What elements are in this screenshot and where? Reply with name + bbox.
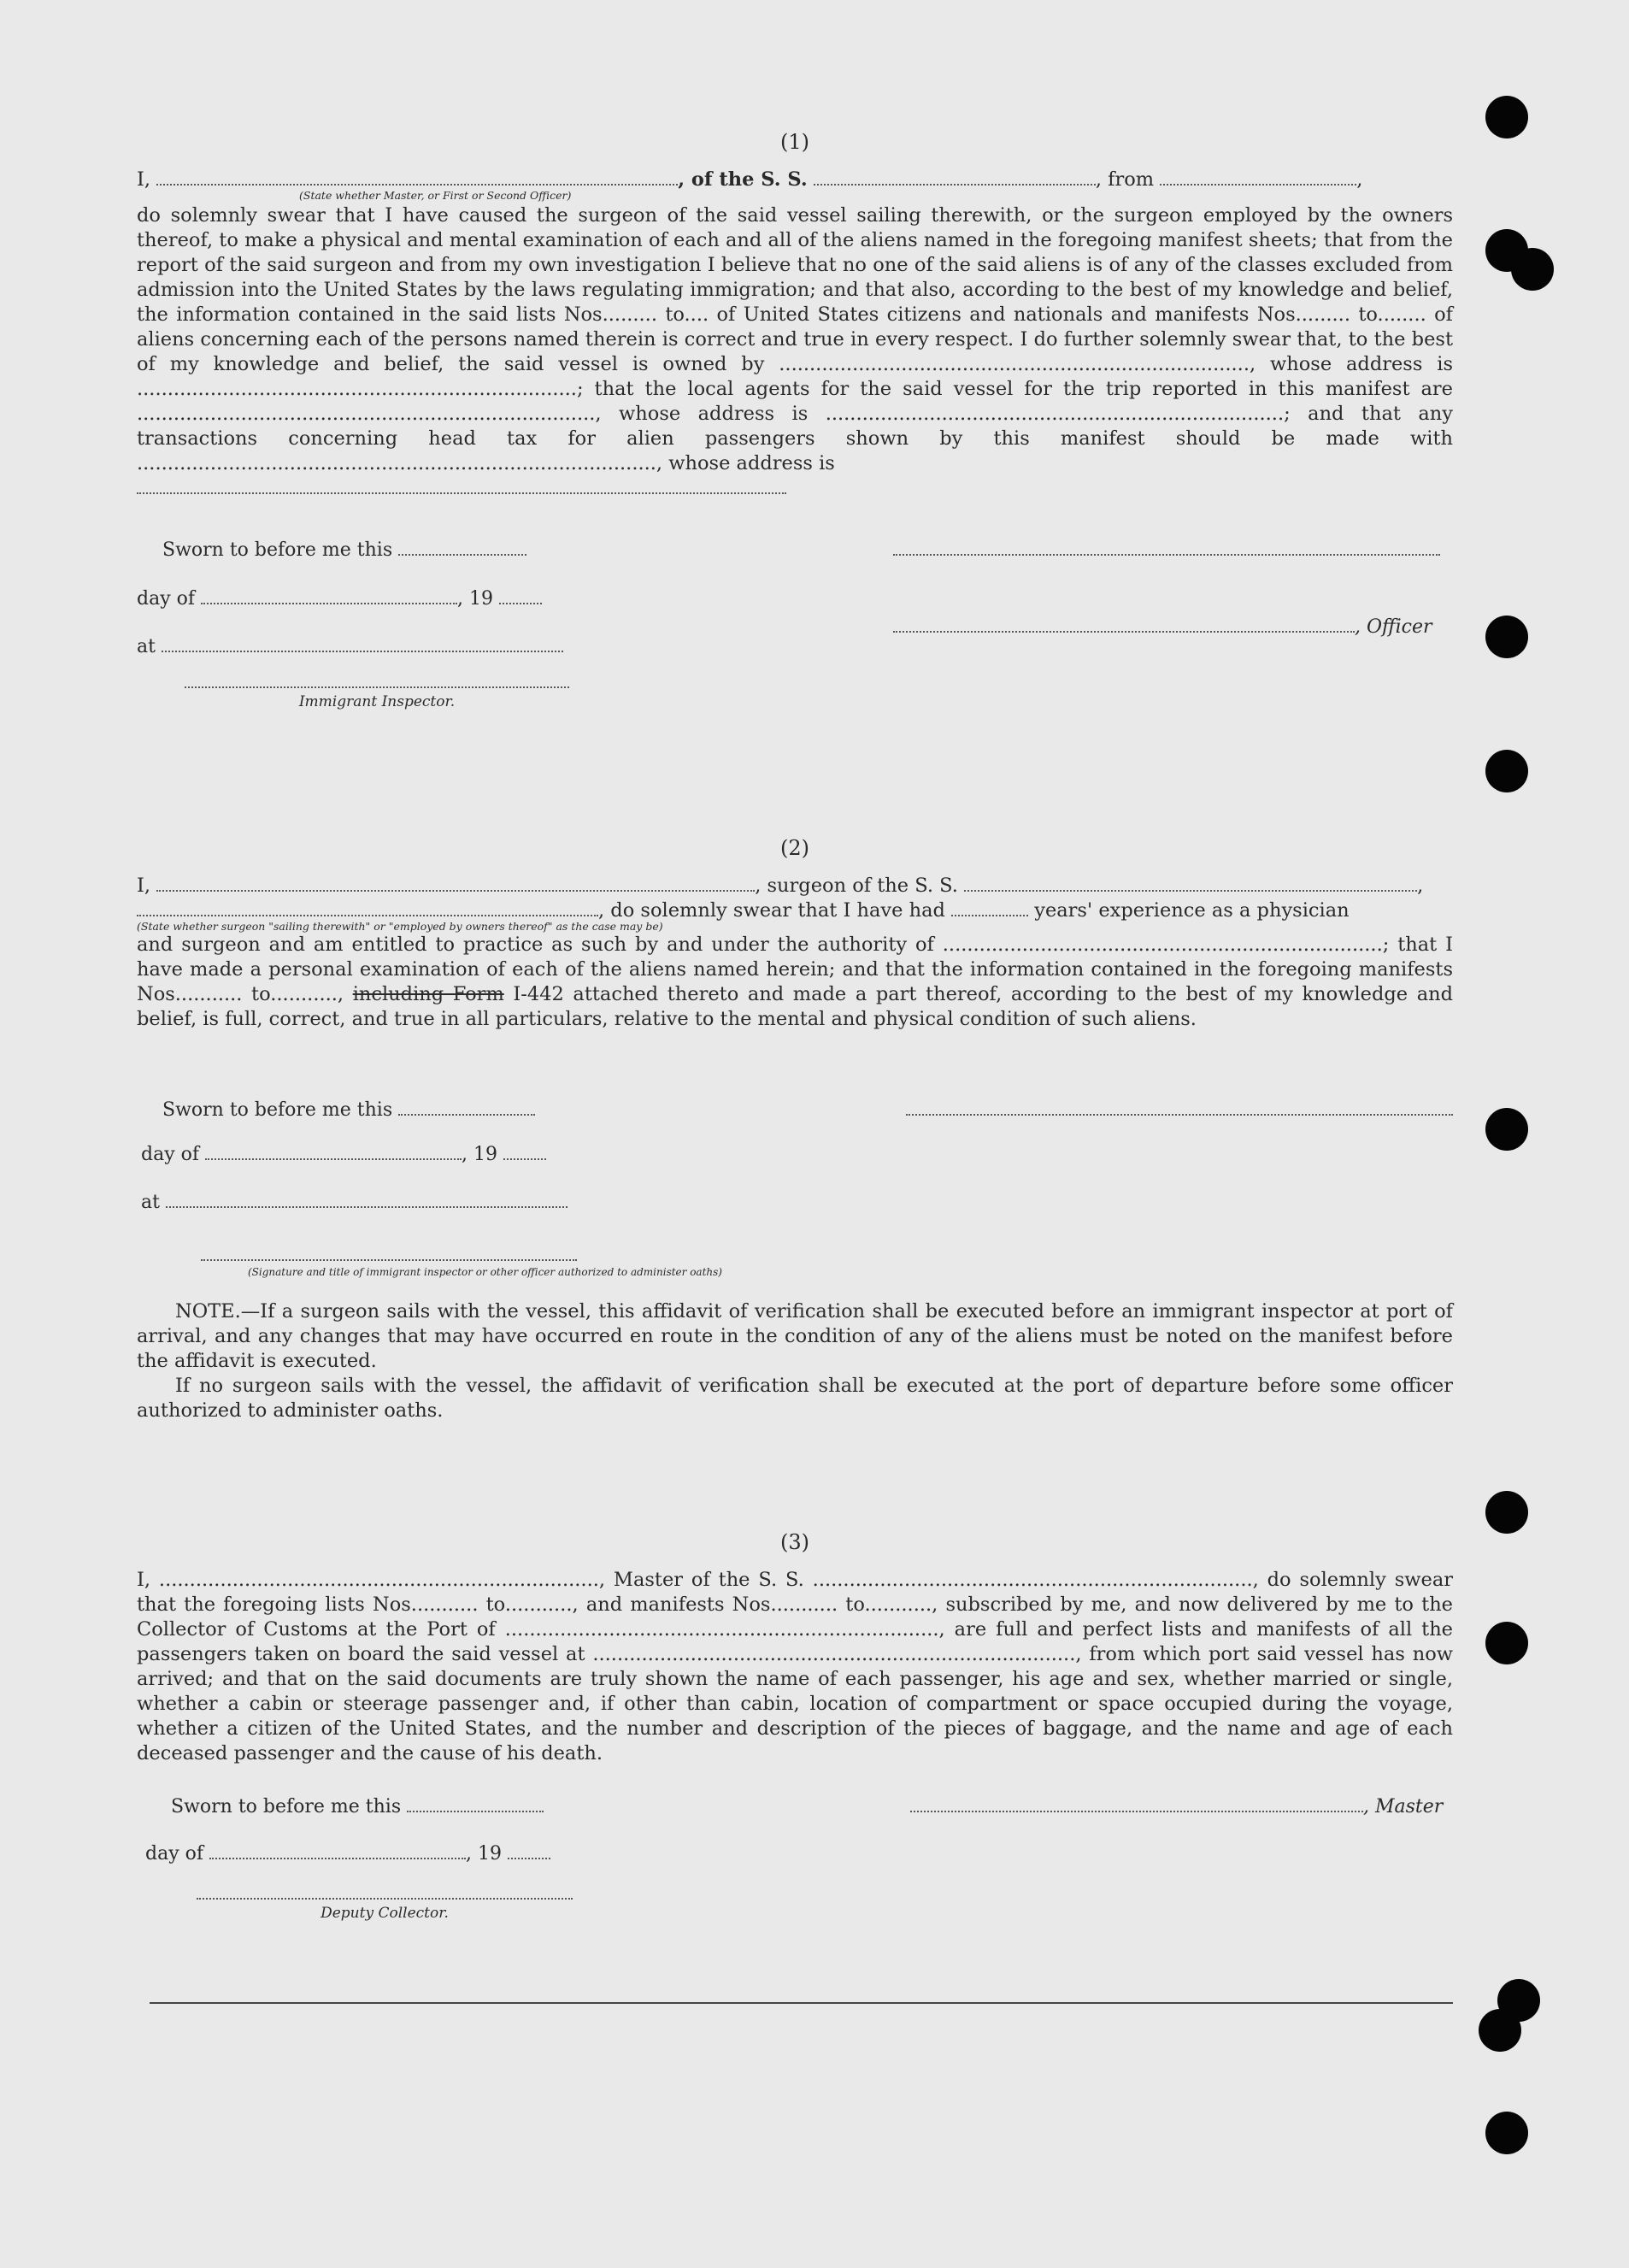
place-field[interactable] [166, 1191, 568, 1208]
section-3-oath [137, 1795, 1453, 1949]
year-field[interactable] [508, 1842, 550, 1859]
section-2 [137, 836, 1453, 1032]
note-block [137, 1299, 1453, 1423]
punch-hole [1485, 2112, 1528, 2154]
section-2-body [137, 933, 1453, 1032]
sig-caption: (Signature and title of immigrant inspector or other officer authorized to administer oaths) [248, 1266, 722, 1278]
sworn-day-field[interactable] [398, 1099, 535, 1116]
surgeon-hint: (State whether surgeon "sailing therewith" or "employed by owners thereof" as the case may be) [137, 920, 663, 933]
day-of-label: day of [137, 588, 196, 610]
at-label: at [137, 636, 156, 657]
years-field[interactable] [951, 899, 1028, 916]
section-1-body [137, 203, 1453, 501]
at-label: at [141, 1192, 160, 1213]
officer-signature-line-1[interactable] [893, 539, 1440, 556]
collector-signature-line[interactable] [197, 1882, 573, 1900]
of-ss-label: , of the S. S. [678, 168, 808, 191]
punch-hole [1485, 616, 1528, 658]
sworn-label: Sworn to before me this [162, 1099, 393, 1121]
punch-hole [1485, 1108, 1528, 1151]
surgeon-name-field[interactable] [156, 875, 755, 892]
section-3-body [137, 1568, 1453, 1766]
punch-hole [1485, 96, 1528, 138]
inspector-signature-line[interactable] [185, 671, 569, 688]
officer-caption: , Officer [1355, 616, 1432, 638]
swear-label: , do solemnly swear that I have had [598, 899, 945, 922]
sworn-day-field[interactable] [398, 539, 526, 556]
struck-text: including Form [352, 983, 504, 1005]
punch-hole [1479, 2009, 1521, 2052]
punch-hole [1485, 1622, 1528, 1664]
section-2-body-a: and surgeon and am entitled to practice as such by and under the authority of ........................................................................; that I have made a personal examination of each of the aliens named herein; and that the information contained in the foregoing manifests Nos........... to..........., [137, 934, 1453, 1005]
section-2-oath [137, 1099, 1453, 1295]
section-number: (2) [780, 836, 809, 860]
year-label: , 19 [457, 588, 493, 610]
bottom-rule [150, 2002, 1453, 2004]
section-1-paragraph: do solemnly swear that I have caused the surgeon of the said vessel sailing therewith, or the surgeon employed by the owners thereof, to make a physical and mental examination of each and all of the aliens named in the foregoing manifest sheets; that from the report of the said surgeon and from my own investigation I believe that no one of the said aliens is of any of the classes excluded from admission into the United States by the laws regulating immigration; and that also, according to the best of my knowledge and belief, the information contained in the said lists Nos......... to.... of United States citizens and nationals and manifests Nos......... to........ of aliens concerning each of the persons named therein is correct and true in every respect. I do further solemnly swear that, to the best of my knowledge and belief, the said vessel is owned by ............................................................................., whose address is ........................................................................; that the local agents for the said vessel for the trip reported in this manifest are ..........................................................................., whose address is ...........................................................................; and that any transactions concerning head tax for alien passengers shown by this manifest should be made with ....................................................................................., whose address is [137, 204, 1453, 474]
punch-hole [1485, 750, 1528, 792]
surgeon-signature-line[interactable] [906, 1099, 1453, 1116]
punch-hole [1511, 248, 1554, 291]
punch-hole [1485, 1491, 1528, 1534]
section-2-body-b: I-442 attached thereto and made a part thereof, according to the best of my knowledge and belief, is full, correct, and true in all particulars, relative to the mental and physical condition of such aliens. [137, 983, 1453, 1030]
year-label: , 19 [462, 1144, 497, 1165]
day-of-label: day of [145, 1843, 204, 1864]
officer-name-field[interactable] [156, 168, 678, 186]
month-field[interactable] [209, 1842, 466, 1859]
month-field[interactable] [201, 587, 457, 604]
note-1: NOTE.—If a surgeon sails with the vessel, this affidavit of verification shall be executed before an immigrant inspector at port of arrival, and any changes that may have occurred en route in the condition of any of the aliens must be noted on the manifest before the affidavit is executed. [137, 1300, 1453, 1372]
year-field[interactable] [503, 1143, 546, 1160]
officer-hint: (State whether Master, or First or Second Officer) [299, 189, 572, 202]
vessel-name-field[interactable] [814, 168, 1096, 186]
section-number: (3) [780, 1530, 809, 1554]
section-1-first-line: I, , of the S. S. , from , [137, 168, 1363, 191]
master-signature-line[interactable] [910, 1795, 1363, 1812]
month-field[interactable] [205, 1143, 462, 1160]
section-1 [137, 130, 1453, 501]
address-field[interactable] [137, 477, 786, 494]
years-label: years' experience as a physician [1034, 899, 1350, 922]
master-caption: , Master [1363, 1796, 1444, 1817]
section-2-first-line: I, , surgeon of the S. S. , [137, 875, 1424, 897]
section-1-oath [137, 534, 1453, 731]
year-field[interactable] [499, 587, 542, 604]
inspector-caption: Immigrant Inspector. [298, 693, 456, 710]
inspector-signature-line[interactable] [201, 1244, 577, 1261]
vessel-name-field[interactable] [964, 875, 1417, 892]
note-2: If no surgeon sails with the vessel, the affidavit of verification shall be executed at the port of departure before some officer authorized to administer oaths. [137, 1375, 1453, 1422]
officer-signature-line-2[interactable] [893, 616, 1355, 633]
surgeon-status-field[interactable] [137, 899, 598, 916]
section-number: (1) [780, 130, 809, 154]
surgeon-of-label: , surgeon of the S. S. [755, 875, 958, 897]
i-label: I, [137, 168, 151, 191]
place-field[interactable] [162, 635, 563, 652]
sworn-label: Sworn to before me this [171, 1796, 402, 1817]
from-port-field[interactable] [1160, 168, 1356, 186]
sworn-day-field[interactable] [407, 1795, 544, 1812]
from-label: , from [1095, 168, 1155, 191]
day-of-label: day of [141, 1144, 200, 1165]
collector-caption: Deputy Collector. [321, 1905, 449, 1922]
sworn-label: Sworn to before me this [162, 539, 393, 561]
year-label: , 19 [466, 1843, 502, 1864]
section-3-paragraph: I, ........................................................................, Master of the S. S. ........................................................................, do solemnly swear that the foregoing lists Nos........... to..........., and manifests Nos........... to..........., subscribed by me, and now delivered by me to the Collector of Customs at the Port of ......................................................................., are full and perfect lists and manifests of all the passengers taken on board the said vessel at ..............................................................................., from which port said vessel has now arrived; and that on the said documents are truly shown the name of each passenger, his age and sex, whether married or single, whether a cabin or steerage passenger and, if other than cabin, location of compartment or space occupied during the voyage, whether a citizen of the United States, and the number and description of the pieces of baggage, and the name and age of each deceased passenger and the cause of his death. [137, 1569, 1453, 1764]
section-3 [137, 1530, 1453, 1766]
i-label: I, [137, 875, 151, 897]
